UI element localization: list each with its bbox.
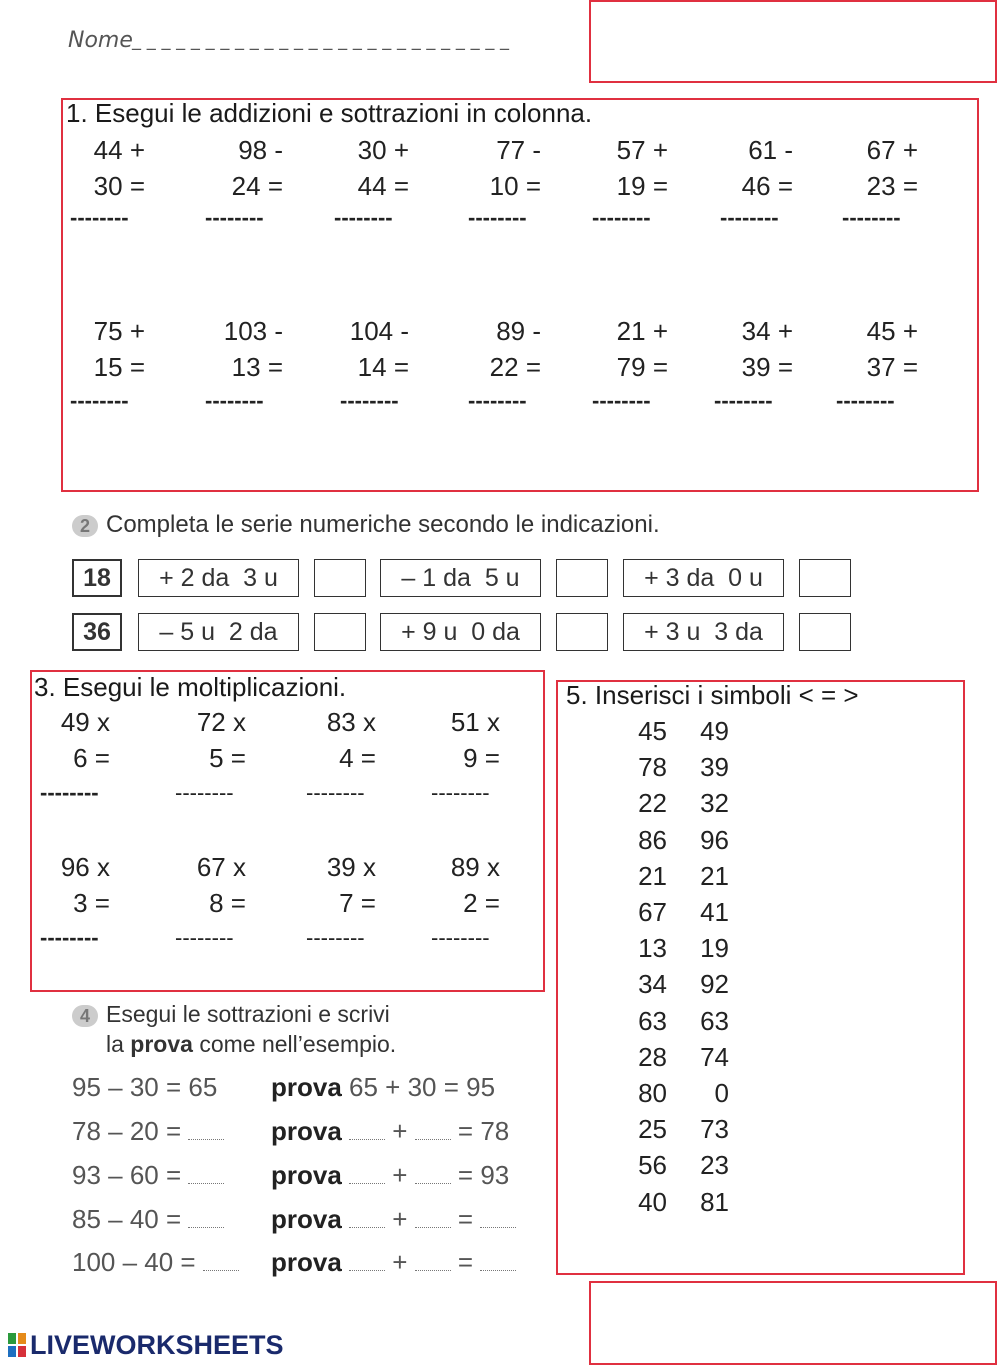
operand-bottom: 30 = [93, 171, 145, 201]
operand-bottom: 6 = [73, 743, 110, 773]
operand-top: 21 + [616, 316, 668, 346]
operand-bottom: 15 = [93, 352, 145, 382]
compare-right: 92 [700, 969, 729, 1000]
operand-bottom: 23 = [866, 171, 918, 201]
answer-line[interactable]: -------- [431, 925, 490, 950]
answer-blank[interactable] [415, 1121, 451, 1140]
operand-bottom: 37 = [866, 352, 918, 382]
answer-line[interactable]: -------- [592, 388, 651, 413]
compare-left: 13 [638, 933, 667, 964]
answer-blank[interactable] [349, 1121, 385, 1140]
series-answer-box[interactable] [314, 613, 366, 651]
operand-bottom: 22 = [489, 352, 541, 382]
series-op: – 5 u 2 da [138, 613, 299, 651]
ex4-example-right: prova 65 + 30 = 95 [271, 1072, 496, 1102]
operand-bottom: 2 = [463, 888, 500, 918]
nome-line: _ _ _ _ _ _ _ _ _ _ _ _ _ _ _ _ _ _ _ _ _ _ _ _ _ _ [132, 30, 510, 51]
ex4-title-line2: la prova come nell’esempio. [106, 1031, 397, 1057]
compare-right: 74 [700, 1041, 729, 1072]
answer-line[interactable]: -------- [70, 205, 129, 230]
ex4-subtraction: 78 – 20 = [72, 1116, 224, 1147]
ex5-title: 5. Inserisci i simboli < = > [566, 680, 859, 710]
operand-top: 45 + [866, 316, 918, 346]
series-start-1: 18 [72, 559, 122, 597]
answer-line[interactable]: -------- [334, 205, 393, 230]
answer-line[interactable]: -------- [306, 925, 365, 950]
answer-line[interactable]: -------- [40, 780, 99, 805]
operand-top: 61 - [748, 135, 793, 165]
score-box-bottom[interactable] [589, 1281, 997, 1365]
ex4-title-line1: Esegui le sottrazioni e scrivi [106, 1001, 390, 1027]
compare-left: 67 [638, 897, 667, 927]
operand-top: 49 x [60, 707, 110, 737]
operand-bottom: 46 = [741, 171, 793, 201]
operand-top: 98 - [238, 135, 283, 165]
operand-bottom: 4 = [339, 743, 376, 773]
compare-right: 0 [714, 1078, 729, 1108]
compare-left: 63 [638, 1005, 667, 1036]
answer-line[interactable]: -------- [40, 925, 99, 950]
answer-blank[interactable] [415, 1252, 451, 1271]
ex2-title: Completa le serie numeriche secondo le indicazioni. [106, 511, 660, 538]
ex1-title: 1. Esegui le addizioni e sottrazioni in colonna. [66, 98, 593, 128]
answer-line[interactable]: -------- [340, 388, 399, 413]
answer-line[interactable]: -------- [468, 388, 527, 413]
operand-top: 67 + [866, 135, 918, 165]
series-start-2: 36 [72, 613, 122, 651]
operand-top: 89 x [450, 852, 500, 882]
ex3-title: 3. Esegui le moltiplicazioni. [34, 672, 347, 702]
compare-left: 56 [638, 1150, 667, 1181]
series-answer-box[interactable] [556, 613, 608, 651]
compare-right: 73 [700, 1114, 729, 1145]
operand-bottom: 19 = [616, 171, 668, 201]
compare-left: 21 [638, 860, 667, 891]
answer-line[interactable]: -------- [70, 388, 129, 413]
operand-top: 44 + [93, 135, 145, 165]
answer-line[interactable]: -------- [836, 388, 895, 413]
operand-bottom: 39 = [741, 352, 793, 382]
operand-top: 39 x [326, 852, 376, 882]
compare-left: 25 [638, 1114, 667, 1145]
operand-top: 77 - [496, 135, 541, 165]
compare-left: 22 [638, 788, 667, 819]
operand-bottom: 24 = [231, 171, 283, 201]
operand-bottom: 44 = [357, 171, 409, 201]
operand-bottom: 79 = [616, 352, 668, 382]
compare-right: 32 [700, 788, 729, 819]
answer-blank[interactable] [349, 1165, 385, 1184]
compare-left: 34 [638, 969, 667, 1000]
operand-top: 104 - [349, 316, 409, 346]
operand-bottom: 9 = [463, 743, 500, 773]
answer-blank[interactable] [480, 1252, 516, 1271]
answer-line[interactable]: -------- [175, 780, 234, 805]
operand-top: 51 x [450, 707, 500, 737]
ex4-prova: prova + = 93 [271, 1160, 510, 1190]
compare-right: 21 [700, 860, 729, 891]
series-op: + 3 u 3 da [623, 613, 784, 651]
logo-text: LIVEWORKSHEETS [30, 1330, 284, 1360]
compare-left: 45 [638, 716, 667, 746]
answer-blank[interactable] [188, 1209, 224, 1228]
ex5-frame [556, 680, 965, 1275]
operand-top: 103 - [223, 316, 283, 346]
compare-left: 28 [638, 1041, 667, 1072]
ex4-subtraction: 93 – 60 = [72, 1160, 224, 1191]
operand-bottom: 8 = [209, 888, 246, 918]
series-answer-box[interactable] [799, 559, 851, 597]
operand-top: 83 x [326, 707, 376, 737]
compare-left: 86 [638, 824, 667, 855]
series-answer-box[interactable] [799, 613, 851, 651]
answer-line[interactable]: -------- [175, 925, 234, 950]
compare-right: 19 [700, 933, 729, 964]
compare-left: 40 [638, 1186, 667, 1217]
operand-top: 34 + [741, 316, 793, 346]
compare-left: 80 [638, 1078, 667, 1108]
ex4-subtraction: 100 – 40 = [72, 1247, 239, 1278]
operand-top: 67 x [196, 852, 246, 882]
operand-top: 75 + [93, 316, 145, 346]
answer-blank[interactable] [203, 1252, 239, 1271]
answer-blank[interactable] [349, 1252, 385, 1271]
ex4-prova: prova + = 78 [271, 1116, 510, 1146]
ex4-example-left: 95 – 30 = 65 [72, 1072, 218, 1102]
operand-bottom: 7 = [339, 888, 376, 918]
series-op: + 3 da 0 u [623, 559, 784, 597]
operand-top: 72 x [196, 707, 246, 737]
operand-bottom: 14 = [357, 352, 409, 382]
compare-right: 39 [700, 752, 729, 783]
ex2-badge-icon: 2 [72, 515, 98, 537]
answer-blank[interactable] [415, 1209, 451, 1228]
series-answer-box[interactable] [314, 559, 366, 597]
operand-top: 89 - [496, 316, 541, 346]
operand-bottom: 13 = [231, 352, 283, 382]
answer-line[interactable]: -------- [306, 780, 365, 805]
answer-line[interactable]: -------- [592, 205, 651, 230]
compare-right: 96 [700, 824, 729, 855]
ex4-badge-icon: 4 [72, 1005, 98, 1027]
answer-blank[interactable] [188, 1165, 224, 1184]
answer-blank[interactable] [188, 1121, 224, 1140]
series-op: – 1 da 5 u [380, 559, 541, 597]
ex4-subtraction: 85 – 40 = [72, 1204, 224, 1235]
answer-blank[interactable] [349, 1209, 385, 1228]
series-op: + 9 u 0 da [380, 613, 541, 651]
operand-bottom: 10 = [489, 171, 541, 201]
compare-right: 41 [700, 897, 729, 927]
answer-line[interactable]: -------- [842, 205, 901, 230]
answer-line[interactable]: -------- [431, 780, 490, 805]
operand-top: 96 x [60, 852, 110, 882]
logo-icon [8, 1333, 26, 1357]
operand-top: 57 + [616, 135, 668, 165]
answer-blank[interactable] [415, 1165, 451, 1184]
compare-right: 23 [700, 1150, 729, 1181]
answer-blank[interactable] [480, 1209, 516, 1228]
compare-right: 81 [700, 1186, 729, 1217]
compare-right: 49 [700, 716, 729, 746]
ex4-prova: prova + = [271, 1247, 516, 1278]
answer-line[interactable]: -------- [205, 205, 264, 230]
series-answer-box[interactable] [556, 559, 608, 597]
operand-bottom: 5 = [209, 743, 246, 773]
operand-top: 30 + [357, 135, 409, 165]
compare-right: 63 [700, 1005, 729, 1036]
answer-line[interactable]: -------- [205, 388, 264, 413]
ex4-prova: prova + = [271, 1204, 516, 1235]
nome-label: Nome [68, 28, 133, 53]
compare-left: 78 [638, 752, 667, 783]
answer-line[interactable]: -------- [714, 388, 773, 413]
answer-line[interactable]: -------- [720, 205, 779, 230]
operand-bottom: 3 = [73, 888, 110, 918]
score-box-top[interactable] [589, 0, 997, 83]
series-op: + 2 da 3 u [138, 559, 299, 597]
answer-line[interactable]: -------- [468, 205, 527, 230]
